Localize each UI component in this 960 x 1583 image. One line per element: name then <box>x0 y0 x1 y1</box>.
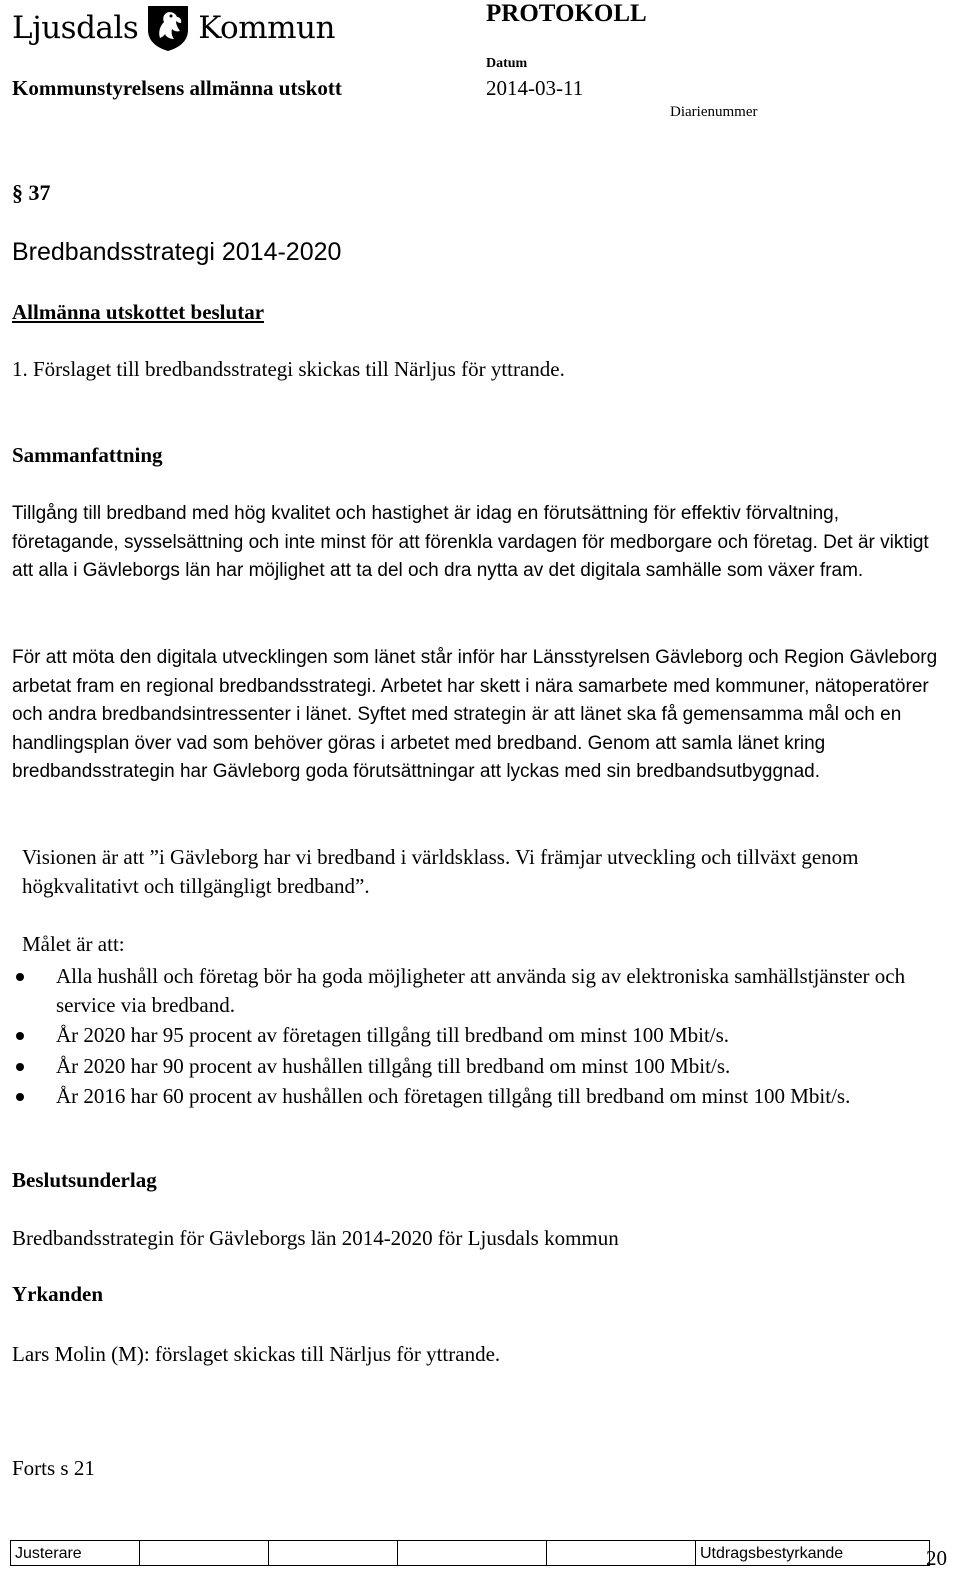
basis-text: Bredbandsstrategin för Gävleborgs län 2014-2020 för Ljusdals kommun <box>12 1226 619 1250</box>
section-title: Bredbandsstrategi 2014-2020 <box>12 238 342 266</box>
vision-statement: Visionen är att ”i Gävleborg har vi bredband i världsklass. Vi främjar utveckling och tillväxt genom högkvalitativt och tillgängligt bredband”. <box>22 845 859 898</box>
registration-number-label: Diarienummer <box>670 104 758 120</box>
summary-paragraph-1: Tillgång till bredband med hög kvalitet och hastighet är idag en förutsättning för effektiv förvaltning, företagande, sysselsättning och inte minst för att förenkla vardagen för medborgare och företag. Det är viktigt att alla i Gävleborgs län har möjlighet att ta del och dra nytta av det digitala samhälle som växer fram. <box>12 503 929 582</box>
coat-of-arms-icon <box>146 4 190 52</box>
date-value: 2014-03-11 <box>486 76 584 100</box>
basis-heading: Beslutsunderlag <box>12 1168 157 1192</box>
municipality-logo <box>12 4 335 52</box>
goals-list <box>12 962 942 1113</box>
goals-intro: Målet är att: <box>22 932 125 956</box>
page-number: 20 <box>926 1546 947 1570</box>
list-item: År 2016 har 60 procent av hushållen och företagen tillgång till bredband om minst 100 Mbit/s. <box>12 1082 942 1111</box>
logo-text-left: Ljusdals <box>12 10 139 46</box>
date-label: Datum <box>486 56 528 71</box>
decision-heading: Allmänna utskottet beslutar <box>12 300 265 324</box>
signer-box <box>269 1541 398 1566</box>
continued-note: Forts s 21 <box>12 1456 95 1480</box>
signature-footer <box>10 1540 930 1566</box>
summary-paragraph-2: För att möta den digitala utvecklingen som länet står inför har Länsstyrelsen Gävleborg och Region Gävleborg arbetat fram en regional bredbandsstrategi. Arbetet har skett i nära samarbete med kommuner, nätoperatörer och andra bredbandsintressenter i länet. Syftet med strategin är att länet ska få gemensamma mål och en handlingsplan över vad som behöver göras i arbetet med bredband. Genom att samla länet kring bredbandsstrategin har Gävleborg goda förutsättningar att lyckas med sin bredbandsutbyggnad. <box>12 647 938 783</box>
summary-heading: Sammanfattning <box>12 443 163 467</box>
paragraph-number: § 37 <box>12 180 51 205</box>
signer-box <box>398 1541 547 1566</box>
committee-name: Kommunstyrelsens allmänna utskott <box>12 76 342 100</box>
section-sign-icon: § <box>12 180 29 205</box>
signer-box <box>140 1541 269 1566</box>
motions-heading: Yrkanden <box>12 1282 104 1306</box>
signer-box <box>547 1541 696 1566</box>
signer-label: Justerare <box>11 1541 140 1566</box>
document-type: PROTOKOLL <box>486 0 647 27</box>
list-item: År 2020 har 90 procent av hushållen tillgång till bredband om minst 100 Mbit/s. <box>12 1052 942 1081</box>
motions-text: Lars Molin (M): förslaget skickas till Närljus för yttrande. <box>12 1342 501 1366</box>
decision-item: 1. Förslaget till bredbandsstrategi skickas till Närljus för yttrande. <box>12 357 565 381</box>
list-item: År 2020 har 95 procent av företagen tillgång till bredband om minst 100 Mbit/s. <box>12 1021 942 1050</box>
certification-label: Utdragsbestyrkande <box>696 1541 930 1566</box>
list-item: Alla hushåll och företag bör ha goda möjligheter att använda sig av elektroniska samhällstjänster och service via bredband. <box>12 962 942 1019</box>
logo-text-right: Kommun <box>198 10 335 46</box>
